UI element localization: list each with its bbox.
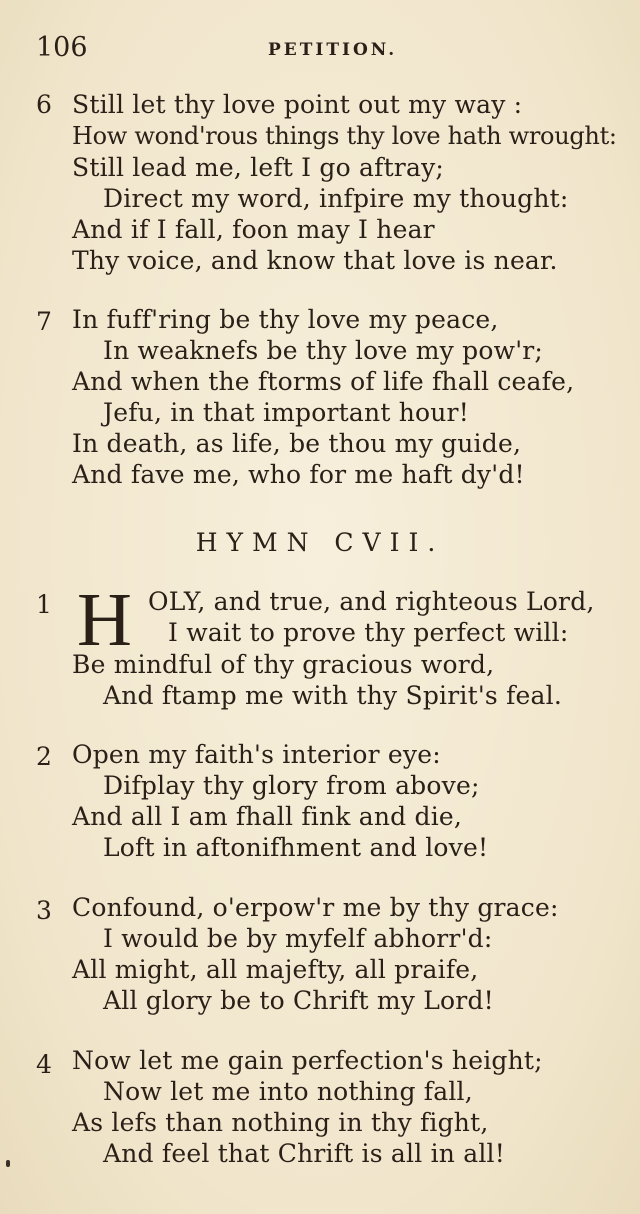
verse-line: I would be by myfelf abhorr'd: xyxy=(103,924,493,953)
verse-line: Difplay thy glory from above; xyxy=(103,771,480,800)
hymn-title: HYMN CVII. xyxy=(195,528,445,557)
verse-line: In fuff'ring be thy love my peace, xyxy=(72,305,499,334)
verse-line: Now let me gain perfection's height; xyxy=(72,1046,543,1075)
verse-line: Be mindful of thy gracious word, xyxy=(72,650,495,679)
verse-line: And if I fall, foon may I hear xyxy=(72,215,435,244)
verse-line: Loft in aftonifhment and love! xyxy=(103,833,489,862)
page-header xyxy=(36,32,600,66)
verse-line: Jefu, in that important hour! xyxy=(103,398,469,427)
stanza-number: 6 xyxy=(36,90,52,119)
verse-line: I wait to prove thy perfect will: xyxy=(168,618,569,647)
verse-line: How wond'rous things thy love hath wrought: xyxy=(72,122,617,150)
stanza-number: 4 xyxy=(36,1050,52,1079)
verse-line: Open my faith's interior eye: xyxy=(72,740,441,769)
verse-line: In weaknefs be thy love my pow'r; xyxy=(103,336,544,365)
verse-line: Direct my word, infpire my thought: xyxy=(103,184,569,213)
verse-line: Now let me into nothing fall, xyxy=(103,1077,473,1106)
verse-line: As lefs than nothing in thy fight, xyxy=(72,1108,489,1137)
verse-line: And all I am fhall fink and die, xyxy=(72,802,463,831)
verse-line: And ftamp me with thy Spirit's feal. xyxy=(103,681,562,710)
verse-line: Still let thy love point out my way : xyxy=(72,90,523,119)
verse-line: OLY, and true, and righteous Lord, xyxy=(148,587,595,616)
verse-line: And when the ftorms of life fhall ceafe, xyxy=(72,367,575,396)
drop-cap: H xyxy=(77,578,132,662)
verse-line: In death, as life, be thou my guide, xyxy=(72,429,522,458)
stanza-number: 7 xyxy=(36,307,52,336)
ink-speck xyxy=(6,1160,10,1167)
stanza-number: 2 xyxy=(36,742,52,771)
stanza-number: 1 xyxy=(36,590,52,619)
running-head: PETITION. xyxy=(268,40,398,60)
verse-line: All glory be to Chrift my Lord! xyxy=(103,986,494,1015)
page-number: 106 xyxy=(36,32,88,63)
stanza-number: 3 xyxy=(36,896,52,925)
verse-line: And fave me, who for me haft dy'd! xyxy=(72,460,525,489)
verse-line: Still lead me, left I go aftray; xyxy=(72,153,445,182)
verse-line: And feel that Chrift is all in all! xyxy=(103,1139,505,1168)
verse-line: Confound, o'erpow'r me by thy grace: xyxy=(72,893,559,922)
verse-line: Thy voice, and know that love is near. xyxy=(72,246,558,275)
verse-line: All might, all majefty, all praife, xyxy=(72,955,479,984)
